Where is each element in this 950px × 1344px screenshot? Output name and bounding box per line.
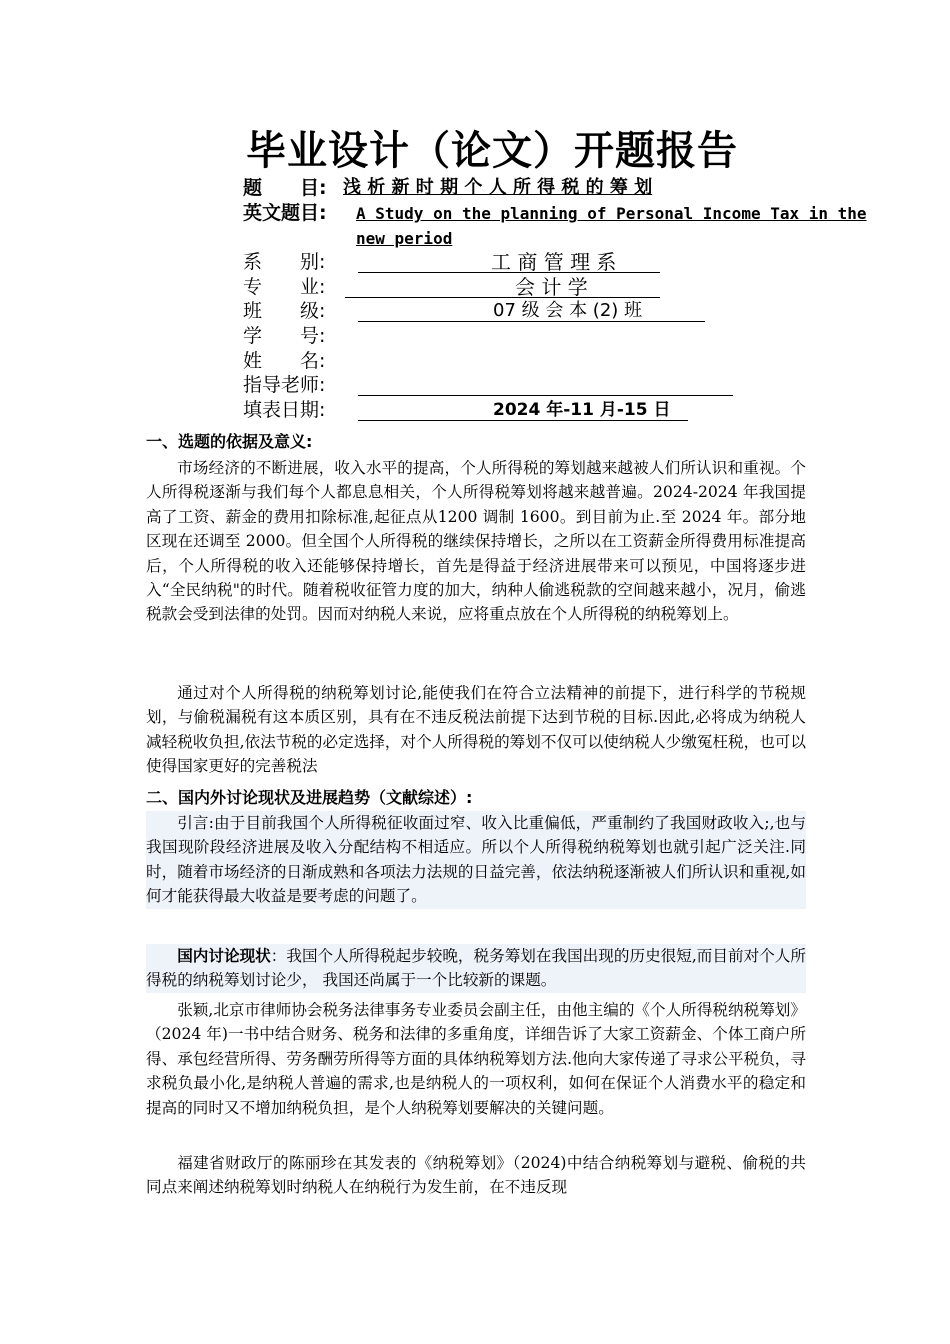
topic-value: 浅 析 新 时 期 个 人 所 得 税 的 筹 划 — [343, 177, 653, 198]
intro-lead: 引言 — [177, 814, 209, 832]
class-label: 班 级: — [243, 300, 326, 322]
intro-body: :由于目前我国个人所得税征收面过窄、收入比重偏低，严重制约了我国财政收入;,也与我国现阶段经济进展及收入分配结构不相适应。所以个人所得税纳税筹划也就引起广泛关注.同时，随着市场经济的日渐成熟和各项法力法规的日益完善，依法纳税逐渐被人们所认识和重视,如何才能获得最大收益是要考虑的问题了。 — [146, 814, 806, 906]
field-department — [243, 250, 743, 274]
section-2-heading: 二、国内外讨论现状及进展趋势（文献综述）: — [146, 788, 473, 807]
department-label: 系 别: — [243, 251, 326, 273]
date-value: 2024 年-11 月-15 日 — [493, 400, 671, 420]
field-name — [243, 349, 443, 373]
section-1-paragraph-2: 通过对个人所得税的纳税筹划讨论,能使我们在符合立法精神的前提下，进行科学的节税规划，与偷税漏税有这本质区别，具有在不违反税法前提下达到节税的目标.因此,必将成为纳税人减轻税收负担,依法节税的必定选择，对个人所得税的筹划不仅可以使纳税人少缴冤枉税，也可以使得国家更好的完善税法 — [146, 684, 806, 776]
date-label: 填表日期: — [243, 399, 326, 421]
english-title-label: 英文题目: — [243, 202, 327, 224]
field-english-title — [243, 201, 867, 251]
section-2-paragraph-chenlizhen: 福建省财政厅的陈丽珍在其发表的《纳税筹划》（2024)中结合纳税筹划与避税、偷税的共同点来阐述纳税筹划时纳税人在纳税行为发生前，在不违反现 — [146, 1154, 806, 1197]
page-title: 毕业设计（论文）开题报告 — [246, 128, 738, 174]
field-student-id — [243, 324, 443, 348]
section-2-domestic-paragraph — [146, 944, 806, 993]
major-label: 专 业: — [243, 276, 326, 298]
class-value: 07 级 会 本 (2) 班 — [493, 300, 643, 321]
english-title-line-1: A Study on the planning of Personal Income Tax in the — [356, 204, 867, 223]
domestic-body: ：我国个人所得税起步较晚，税务筹划在我国出现的历史很短,而目前对个人所得税的纳税筹划讨论少， 我国还尚属于一个比较新的课题。 — [146, 947, 806, 990]
field-major — [243, 275, 743, 299]
section-1-heading: 一、选题的依据及意义: — [146, 432, 313, 451]
section-2-paragraph-zhangying: 张颖,北京市律师协会税务法律事务专业委员会副主任，由他主编的《个人所得税纳税筹划》（2024 年)一书中结合财务、税务和法律的多重角度，详细告诉了大家工资薪金、个体工商户所得、承包经营所得、劳务酬劳所得等方面的具体纳税筹划方法.他向大家传递了寻求公平税负，寻求税负最小化,是纳税人普遍的需求,也是纳税人的一项权利，如何在保证个人消费水平的稳定和提高的同时又不增加纳税负担，是个人纳税筹划要解决的关键问题。 — [146, 1001, 806, 1117]
field-topic — [243, 176, 803, 200]
major-underline — [345, 297, 660, 298]
advisor-underline — [358, 395, 733, 396]
field-class — [243, 299, 743, 323]
student-id-label: 学 号: — [243, 325, 326, 347]
topic-label: 题 目: — [243, 177, 327, 199]
field-advisor — [243, 373, 743, 397]
name-label: 姓 名: — [243, 350, 326, 372]
section-2-intro-paragraph — [146, 811, 806, 909]
advisor-label: 指导老师: — [243, 374, 326, 396]
major-value: 会 计 学 — [515, 275, 588, 299]
domestic-lead: 国内讨论现状 — [177, 947, 271, 965]
english-title-line-2: new period — [356, 229, 453, 248]
field-date — [243, 398, 743, 422]
section-1-paragraph-1: 市场经济的不断进展，收入水平的提高，个人所得税的筹划越来越被人们所认识和重视。个人所得税逐渐与我们每个人都息息相关，个人所得税筹划将越来越普遍。2024-2024 年我国提高了工资、薪金的费用扣除标准,起征点从1200 调制 1600。到目前为止.至 2024 年。部分地区现在还调至 2000。但全国个人所得税的继续保持增长，之所以在工资薪金所得费用标准提高后，个人所得税的收入还能够保持增长，首先是得益于经济进展带来可以预见，中国将逐步进入“全民纳税"的时代。随着税收征管力度的加大，纳种人偷逃税款的空间越来越小，况月，偷逃税款会受到法律的处罚。因而对纳税人来说，应将重点放在个人所得税的纳税筹划上。 — [146, 459, 806, 624]
department-value: 工 商 管 理 系 — [491, 250, 617, 274]
